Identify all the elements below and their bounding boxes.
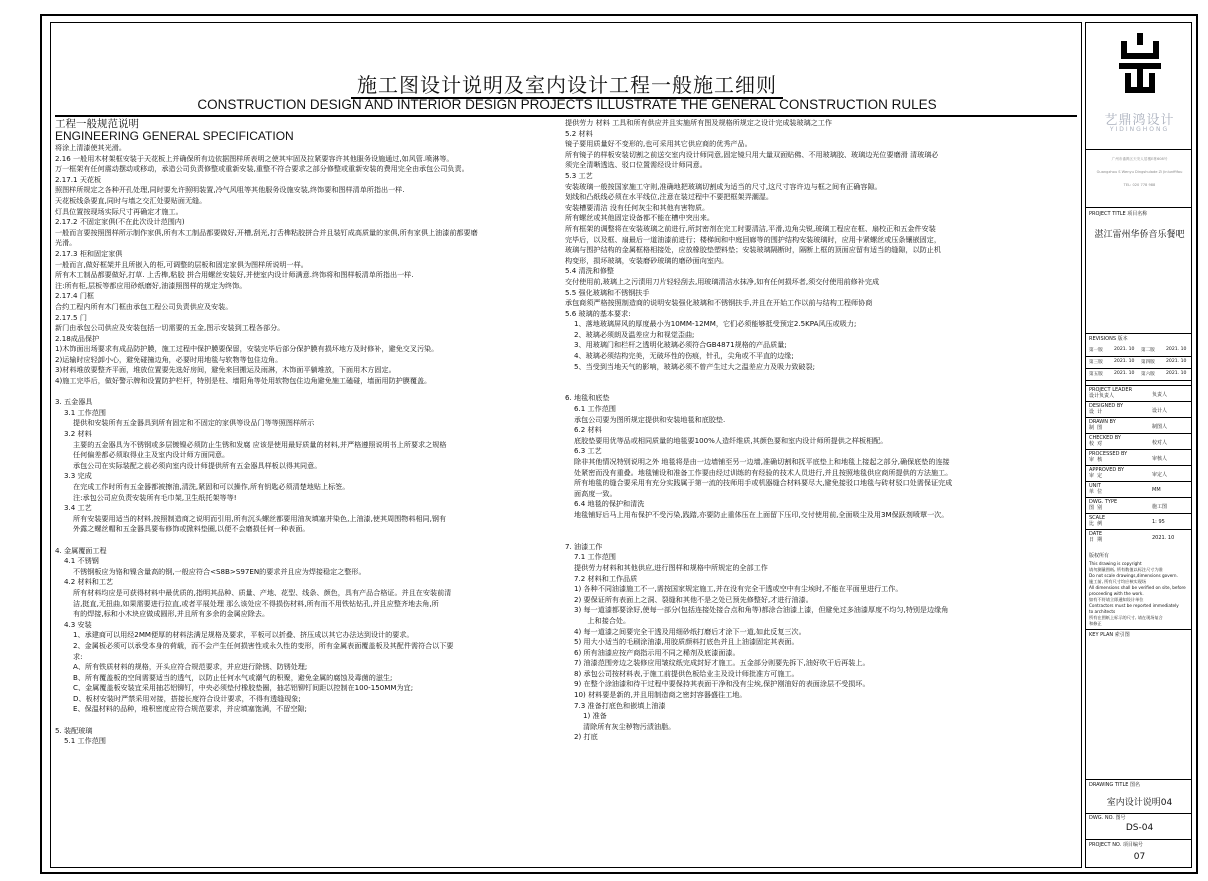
- title-divider: [55, 115, 1077, 117]
- note-line: 和修正: [1089, 621, 1102, 626]
- text-line: 清除所有灰尘秽物污渍油脂。: [565, 721, 676, 731]
- text-line: E、保温材料的品种，堆积密度应符合规范要求，并应填塞饱满，不留空隙;: [55, 704, 307, 714]
- text-line: 6.2 材料: [565, 425, 602, 435]
- field-label: DESIGNED BY 设 计: [1089, 403, 1124, 415]
- text-line: 一般而言,做好框架并且所嵌入的柜,可调整的层板和固定家俱为图样所说明一样。: [55, 259, 308, 269]
- text-line: 2.18成品保护: [55, 333, 100, 343]
- text-line: 3) 每一道漆都要涂好,使每一部分(包括连接处接合点和角等)都涂合油漆上漆，但避免过多油漆厚度不均匀,特别是边缘角: [565, 605, 949, 615]
- text-line: 提供劳力材料和其他供应,进行图样和规格中所规定的全部工作: [565, 562, 768, 572]
- revision-cell: 2021. 10: [1114, 347, 1135, 352]
- copyright-label: 版权所有: [1089, 553, 1110, 559]
- text-line: 3)材料堆放要整齐平面，堆放位置要先选好房间，避免来回搬运及雨淋，木饰面平躺堆放，下面用木方固定。: [55, 365, 396, 375]
- text-line: 上和接合处。: [565, 615, 631, 625]
- note-line: 所有在图纸上标示的尺寸, 请在现场复合: [1089, 615, 1163, 620]
- text-line: 除非其他情况特别说明之外 地毯将是由一边墙铺至另一边墙,准确切割和抚平底垫上和地毯上接起之部分,确保底垫的连接: [565, 457, 950, 466]
- text-line: [565, 383, 1079, 394]
- text-line: 安装玻璃一般按国家施工守则,准确地把玻璃切割成为适当的尺寸,这尺寸容许边与框之间有正确容隙。: [565, 181, 882, 191]
- text-line: 完毕后，以及框、扇最后一道油漆前进行；楼梯间和中庭回廊等的围护结构安装玻璃时，应用卡紧螺丝或压条镶嵌固定，: [565, 234, 941, 244]
- text-line: 所有安装要用适当的材料,按照制造商之说明而引用,所有沉头螺丝都要用油灰填塞并染色,上油漆,使其周围物料相同,钢有: [55, 513, 447, 523]
- text-line: 10) 材料要是新的,并且用制造商之密封容器盛往工地。: [565, 690, 747, 700]
- text-line: 3、用玻璃门和栏杆之透明化玻璃必须符合GB4871规格的产品质量;: [565, 340, 787, 350]
- text-line: 面高度一致。: [565, 488, 617, 498]
- text-line: [55, 387, 547, 398]
- company-address-en: Guangzhou S Wenyu Dingshulade Zi Jinlunffifou: [1096, 170, 1183, 174]
- text-line: ENGINEERING GENERAL SPECIFICATION: [55, 130, 294, 143]
- text-line: 2) 要保证所有表面上之洞、裂缝和其他不是之处已预先修整好,才进行油漆。: [565, 594, 813, 604]
- field-value: 1: 95: [1152, 519, 1165, 525]
- text-line: 主要的五金器具为不锈钢或多层镀镍必须防止生锈和发腐 应该是使用最好质量的材料,并严格遵照说明书上所要求之规格: [55, 439, 447, 449]
- text-line: 3. 五金器具: [55, 397, 93, 407]
- note-line: Contractors must be reported immediately: [1089, 603, 1179, 608]
- field-label: PROJECT LEADER 设计负责人: [1089, 387, 1133, 399]
- field-value: 审定人: [1152, 472, 1168, 478]
- text-line: 承包公司要为图所规定提供和安装地毯和底胶垫.: [565, 414, 726, 424]
- text-line: 7.2 材料和工作品质: [565, 573, 638, 583]
- text-line: 处紧密而没有重叠。地毯铺设和准备工作要由经过训练的有经验的技术人员进行,并且按照地毯供应商所提供的方法施工。: [565, 467, 953, 477]
- text-line: 所有材料均应是可获得材料中最优质的,指明其品种、质量、产地、花型、线条、颜色，具有产品合格证。并且在安装前清: [55, 587, 452, 597]
- field-label: SCALE 比 例: [1089, 515, 1106, 527]
- text-line: 7) 油漆范围旁边之装修应用皱纹纸完成封好才施工。五金部分则要先拆下,油好吹干后再装上。: [565, 658, 870, 668]
- sheet-title-cn: 施工图设计说明及室内设计工程一般施工细则: [51, 69, 1082, 98]
- text-line: 天花板线条要直,同时与墙之交汇处要贴面无缝。: [55, 195, 207, 205]
- key-plan-label: KEY PLAN 索引图: [1089, 632, 1130, 638]
- left-text-column: [55, 118, 547, 747]
- text-line: 新门由承包公司供应及安装包括一切需要的五金,图示安装到工程各部分。: [55, 323, 285, 333]
- text-line: 5.6 玻璃的基本要求:: [565, 308, 631, 318]
- drawing-title: 室内设计说明04: [1106, 798, 1173, 808]
- text-line: 一般而言要按照图样所示制作家俱,所有木工制品都要做好,开槽,刮光,打舌榫粘胶拼合并且装钉成高质量的家俱,所有家俱上油漆前都要磨: [55, 227, 478, 237]
- text-line: 1、落地玻璃屏风的厚度最小为10MM-12MM，它们必须能够抵受预定2.5KPA风压或吸力;: [565, 319, 857, 329]
- field-value: 2021. 10: [1152, 535, 1175, 541]
- text-line: [565, 521, 1079, 532]
- revision-cell: 第六版: [1141, 372, 1155, 377]
- text-line: 提供劳力 材料 工具和所有供应并且实施所有图及规格所规定之设计完成装玻璃之工作: [565, 118, 832, 127]
- text-line: C、金属覆盖板安装宜采用抽芯铝铆钉，中央必须垫付橡胶垫圈，抽芯铝铆钉间距以控制在100-150MM为宜;: [55, 683, 414, 693]
- field-value: 审核人: [1152, 456, 1168, 462]
- text-line: 底胶垫要用优等品或相同质量的地毯要100%人造纤维质,其颜色要和室内设计师所提供之样板相配。: [565, 435, 888, 445]
- field-label: DATE 日 期: [1089, 531, 1103, 543]
- text-line: A、所有铁质材料的规格，开头应符合规范要求，并应进行除锈、防锈处理;: [55, 662, 308, 672]
- revision-cell: 第五版: [1089, 372, 1103, 377]
- text-line: 2)运输时应轻卸小心，避免碰撞边角，必要时用地毯与软物等包住边角。: [55, 354, 283, 364]
- text-line: 7. 油漆工作: [565, 541, 603, 551]
- project-no: 07: [1133, 852, 1146, 862]
- text-line: 8) 承包公司按材料表,于施工前提供色板给业主及设计师批准方可施工。: [565, 668, 799, 678]
- field-value: MM: [1152, 487, 1161, 493]
- text-line: 2.16 一般用木材架框安装于天花板上并确保所有边依据图样所表明之使其牢固及拉紧要容许其他服务设施通过,如风管.喷淋等。: [55, 153, 454, 163]
- text-line: 5.3 工艺: [565, 170, 593, 180]
- field-value: 设计人: [1152, 408, 1168, 414]
- text-line: 2.17.4 门框: [55, 291, 95, 301]
- field-label: DRAWN BY 制 图: [1089, 419, 1116, 431]
- text-line: 4. 金属覆面工程: [55, 545, 107, 555]
- note-line: proceeding with the work.: [1089, 591, 1144, 596]
- text-line: [565, 531, 1079, 542]
- text-line: 5.4 清洗和修整: [565, 266, 615, 276]
- text-line: 2、玻璃必须朗及温差应力和视觉歪曲;: [565, 329, 695, 339]
- text-line: 提供和安装所有五金器具到所有固定和不固定的家俱等设品门等等照图样所示: [55, 418, 315, 428]
- text-line: 1) 准备: [565, 711, 607, 721]
- text-line: 灯具位置按现场实际尺寸再确定才施工。: [55, 206, 183, 216]
- field-label: APPROVED BY 审 定: [1089, 467, 1125, 479]
- text-line: 4.1 不锈钢: [55, 556, 99, 566]
- text-line: 地毯铺好后马上用布保护不受污染,践踏,亦要防止重体压在上面留下压印,交付使用前,全面吸尘及用3M保跃剂喷覃一次。: [565, 509, 949, 519]
- text-line: [55, 535, 547, 546]
- text-line: 玻璃与围护结构的金属框格相接处，应放橡胶垫塑料垫；安装玻璃隔断时，隔断上框的顶面应留有适当的缝隙，以防止机: [565, 245, 941, 255]
- text-line: 6. 地毯和底垫: [565, 393, 610, 403]
- drawing-title-label: DRAWING TITLE 图名: [1089, 782, 1141, 788]
- text-line: 1、承建商可以用经2MM便厚的材料法满足规格及要求，平板可以折叠、挤压成以其它办法达到设计的要求。: [55, 630, 414, 640]
- text-line: 2.17.1 天花板: [55, 174, 102, 184]
- text-line: 外露之螺丝帽和五金器具要布修饰或掀料垫圈,以便不会磨损任何一种表面。: [55, 524, 310, 534]
- text-line: 3.1 工作范围: [55, 407, 106, 417]
- logo-mark-icon: [1117, 31, 1163, 97]
- text-line: 3.2 材料: [55, 429, 92, 439]
- title-block: [1085, 22, 1192, 868]
- brand-name-en: YIDINGHONG: [1109, 126, 1170, 133]
- company-tel: TEL: 020 778 988: [1123, 183, 1156, 187]
- text-line: 所有地毯的缝合要采用有充分实践属于第一流的技师用手或机器缝合材料要尽大,避免接驳口地毯与砖材驳口处需保证完成: [565, 478, 953, 488]
- text-line: 9) 在整个涂油漆和待干过程中要保持其表面干净和没有尘埃,保护刚油好的表面涂层不受损坏。: [565, 679, 870, 689]
- text-line: 工程一般规范说明: [55, 118, 139, 130]
- text-line: 镜子要用质量好不变形的,也可采用其它供应商的优秀产品。: [565, 139, 752, 149]
- sheet-title-en: CONSTRUCTION DESIGN AND INTERIOR DESIGN PROJECTS ILLUSTRATE THE GENERAL CONSTRUCTION RULES: [197, 97, 937, 112]
- company-address: 广州市番禺区天安人居楼E栋608号: [1111, 157, 1168, 161]
- text-line: 4、玻璃必须结构完美，无破坏性的伤痕，针孔，尖角或不平直的边缘;: [565, 351, 794, 361]
- text-line: B、所有覆盖板的空间需要适当的透气，以防止任何水气或潮气的积聚，避免金属的腐蚀及毒菌的滋生;: [55, 672, 393, 682]
- text-line: 万一框架有任何震动摆动或移动，承造公司负责修整或重新安装,重整不符合要求之部分修整或重新安装的费用完全由承包公司负责。: [55, 164, 469, 174]
- text-line: 1)木饰面出场要求有成品防护膜，施工过程中保护膜要保留，安装完毕后部分保护膜有损坏地方及时修补，避免交叉污染。: [55, 344, 439, 354]
- project-title: 湛江雷州华侨音乐餐吧: [1094, 230, 1185, 240]
- text-line: 5.2 材料: [565, 128, 593, 138]
- text-line: 6.1 工作范围: [565, 404, 616, 414]
- field-value: 施工图: [1152, 504, 1168, 510]
- revision-cell: 2021. 10: [1166, 371, 1187, 376]
- note-line: All dimensions shall be verified on site, before: [1089, 585, 1186, 590]
- text-line: 2、金属板必须可以承受本身的荷载，而不会产生任何损害性或永久性的变形，所有金属表面覆盖板及其配件需符合以下要: [55, 640, 454, 650]
- note-line: to architects: [1089, 609, 1116, 614]
- text-line: 4) 每一道漆之间要完全干透及用细砂纸打磨后才涂下一道,如此反复三次。: [565, 626, 806, 636]
- revision-cell: 2021. 10: [1114, 359, 1135, 364]
- dwg-no: DS-04: [1125, 823, 1154, 833]
- text-line: 4)施工完毕后，做好警示牌和设置防护栏杆，特别是柱、墙阳角等处用软物包住边角避免施工磕碰，墙面用防护膜覆盖。: [55, 376, 432, 386]
- text-line: 构变形，损坏玻璃，安装磨砂玻璃的磨砂面向室内。: [565, 255, 729, 265]
- text-line: 3.3 完成: [55, 471, 92, 481]
- text-line: [565, 372, 1079, 383]
- text-line: 2.17.3 柜和固定家俱: [55, 248, 123, 258]
- text-line: 2) 打底: [565, 732, 598, 742]
- text-line: 划线和凸纸线必须在水平线位,注意在装过程中不要把框架弄潮湿。: [565, 192, 773, 202]
- field-label: CHECKED BY 校 对: [1089, 435, 1121, 447]
- text-line: 将涂上清漆使其光滑。: [55, 143, 126, 152]
- right-text-column: [565, 118, 1079, 743]
- text-line: 合约工程内所有木门框由承包工程公司负责供应及安装。: [55, 301, 233, 311]
- note-line: 如有不符请立即通知设计单位: [1089, 597, 1144, 602]
- main-sheet: [50, 22, 1082, 868]
- note-line: Do not scale drawings,dimensions govern.: [1089, 573, 1178, 578]
- text-line: 5、当受到当地天气的影响，玻璃必须不曾产生过大之温差应力及吸力致破裂;: [565, 361, 816, 371]
- revision-cell: 2021. 10: [1166, 347, 1187, 352]
- text-line: 注:所有柜,层板等都应用砂纸磨好,油漆照图样的规定为终饰。: [55, 280, 247, 290]
- text-line: 注:承包公司应负责安装所有毛巾架,卫生纸托架等等!: [55, 492, 237, 502]
- revisions-label: REVISIONS 版本: [1089, 336, 1128, 342]
- text-line: 2.17.2 不固定家俱(不在此次设计范围内): [55, 217, 185, 227]
- text-line: 所有木工制品都要做好,打草. 上舌榫,粘胶 拼合用螺丝安装好,并使室内设计师满意.终饰将和图样板清单所指出一样.: [55, 270, 414, 280]
- text-line: D、板材安装时严禁采用对接，搭接长度符合设计要求，不得有透缝现象;: [55, 693, 301, 703]
- field-value: 制图人: [1152, 424, 1168, 430]
- text-line: 光滑。: [55, 238, 77, 248]
- revision-cell: 第三版: [1089, 360, 1103, 365]
- field-label: UNIT 单 位: [1089, 483, 1103, 495]
- text-line: 所有螺丝或其他固定设备都不能在槽中突出来。: [565, 213, 714, 223]
- revision-cell: 2021. 10: [1114, 371, 1135, 376]
- text-line: 有的焊接,标和小木块应做成圆形,并且所有多余的金属应除去。: [55, 609, 270, 619]
- revision-cell: 第四版: [1141, 360, 1155, 365]
- project-title-label: PROJECT TITLE 项目名称: [1089, 211, 1148, 217]
- text-line: 4.3 安装: [55, 619, 92, 629]
- text-line: 3.4 工艺: [55, 503, 92, 513]
- text-line: 在完成工作时所有五金器都被擦油,清洗,紧固和可以操作,所有钥匙必须清楚地贴上标签。: [55, 482, 350, 491]
- text-line: 1) 各种不同油漆施工不一,需按国家规定施工,并在没有完全干透或空中有尘埃时,不能在平面里进行工作。: [565, 584, 903, 594]
- text-line: 洁,挺直,无扭曲,如果需要进行拉直,或者平展处理 那么该处应不得损伤材料,所有而不用铁钻钻孔,并且应整齐地去角,所: [55, 598, 439, 608]
- text-line: 承包商须严格按照制造商的说明安装强化玻璃和不锈钢扶手,并且在开始工作以前与结构工程师协商: [565, 298, 873, 308]
- text-line: 6.4 地毯的保护和清洗: [565, 499, 645, 509]
- text-line: 安装槽要清洁 没有任何灰尘和其他有害物质。: [565, 202, 710, 212]
- field-value: 校对人: [1152, 440, 1168, 446]
- note-line: 请勿测量图纸, 所有数值以标注尺寸为准: [1089, 567, 1163, 572]
- text-line: 4.2 材料和工艺: [55, 577, 114, 587]
- text-line: 5) 用大小适当的毛刷涂油漆,用胶质颜料打底色并且上油漆固定其表面。: [565, 637, 799, 647]
- text-line: 6) 所有油漆应按产商指示用不同之稀剂及底漆面漆。: [565, 647, 740, 657]
- note-line: This drawing is copyright: [1089, 561, 1142, 566]
- brand-name: 艺鼎鸿设计: [1104, 113, 1175, 128]
- text-line: 照图样所规定之各种开孔处理,同时要允许照明装置,冷气风咀等其他服务设施安装,终饰要和图样清单所指出一样.: [55, 185, 405, 195]
- project-no-label: PROJECT NO. 项目编号: [1089, 842, 1143, 848]
- text-line: 所有框架的调整将在安装玻璃之前进行,所封密剂在完工时要清洁,平滑,边角尖锐,玻璃工程应在框、扇校正和五金件安装: [565, 223, 936, 233]
- text-line: 7.1 工作范围: [565, 552, 616, 562]
- text-line: 交付使用前,玻璃上之污渍用刀片轻轻刮去,用玻璃清洁水抹净,如有任何损坏者,须交付使用前修补完成: [565, 276, 880, 286]
- revision-cell: 第二版: [1141, 348, 1155, 353]
- text-line: 求:: [55, 651, 83, 661]
- note-line: 施工前, 所有尺寸均应核实现场: [1089, 579, 1147, 584]
- revision-cell: 2021. 10: [1166, 359, 1187, 364]
- text-line: [55, 715, 547, 726]
- text-line: 任何偏差都必须取得业主及室内设计师方面同意。: [55, 450, 230, 460]
- text-line: 5.5 强化玻璃和不锈钢扶手: [565, 287, 650, 297]
- text-line: 6.3 工艺: [565, 446, 602, 456]
- field-label: PROCESSED BY 审 核: [1089, 451, 1128, 463]
- field-value: 负责人: [1152, 392, 1168, 398]
- text-line: 2.17.5 门: [55, 312, 87, 322]
- text-line: 不锈钢板应为铬和镍含量高的钢,一般应符合<S8B>S97EN的要求并且应为焊接稳定之整形。: [55, 566, 366, 576]
- dwg-no-label: DWG. NO. 图号: [1089, 815, 1126, 821]
- field-label: DWG. TYPE 图 别: [1089, 499, 1118, 511]
- text-line: 承包公司在实际装配之前必须向室内设计师提供所有五金器具样板以得其同意。: [55, 460, 322, 470]
- text-line: 7.3 准备打底色和嵌填上油漆: [565, 700, 666, 710]
- revision-cell: 第一版: [1089, 348, 1103, 353]
- text-line: 5.1 工作范围: [55, 736, 106, 746]
- text-line: 所有镜子的样板安装切割之前送交室内设计师同意,固定镜只用大量双面贴佛、不用玻璃胶、玻璃边光位要磨滑 清玻璃必: [565, 149, 939, 159]
- text-line: 5. 装配玻璃: [55, 725, 93, 735]
- company-logo: [1086, 31, 1192, 101]
- text-line: 须完全清晰透选、驳口位置需经设计师同意。: [565, 160, 707, 170]
